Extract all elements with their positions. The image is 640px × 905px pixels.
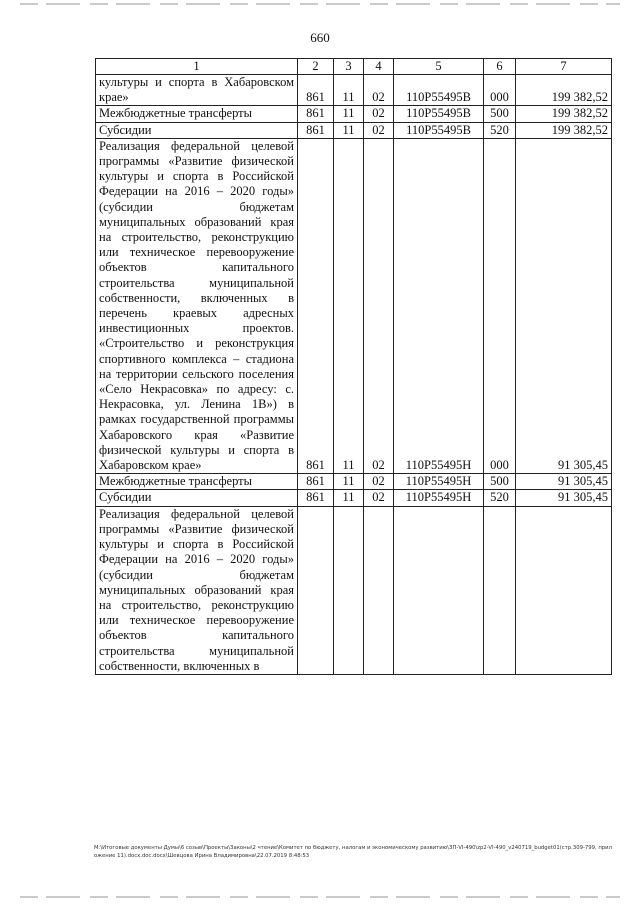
- subsection-code: [364, 506, 394, 674]
- expense-type-code: 520: [484, 122, 516, 138]
- column-header: 7: [516, 59, 612, 75]
- section-code: 11: [334, 490, 364, 506]
- row-name: Субсидии: [96, 490, 298, 506]
- ministry-code: [298, 506, 334, 674]
- amount: [516, 506, 612, 674]
- column-header: 3: [334, 59, 364, 75]
- section-code: 11: [334, 106, 364, 122]
- ministry-code: 861: [298, 490, 334, 506]
- row-name: Межбюджетные трансферты: [96, 106, 298, 122]
- ministry-code: 861: [298, 138, 334, 473]
- row-name: Реализация федеральной целевой программы «Развитие физической культуры и спорта в Российской Федерации на 2016 – 2020 годы» (субсидии бюджетам муниципальных образований края на строительство, реконструкцию или техническое перевооружение объектов капитального строительства муниципальной собственности, включенных в: [96, 506, 298, 674]
- amount: 199 382,52: [516, 75, 612, 106]
- subsection-code: 02: [364, 106, 394, 122]
- page-number: 660: [310, 30, 330, 45]
- budget-table: [95, 58, 612, 675]
- target-article-code: [394, 506, 484, 674]
- section-code: 11: [334, 75, 364, 106]
- ministry-code: 861: [298, 122, 334, 138]
- table-row: [96, 506, 612, 674]
- section-code: 11: [334, 474, 364, 490]
- target-article-code: 110P55495H: [394, 490, 484, 506]
- amount: 199 382,52: [516, 122, 612, 138]
- row-name: Реализация федеральной целевой программы «Развитие физической культуры и спорта в Российской Федерации на 2016 – 2020 годы» (субсидии бюджетам муниципальных образований края на строительство, реконструкцию или техническое перевооружение объектов капитального строительства муниципальной собственности, включенных в перечень краевых адресных инвестиционных проектов. «Строительство и реконструкция спортивного комплекса – стадиона на территории сельского поселения «Село Некрасовка» по адресу: с. Некрасовка, ул. Ленина 1В») в рамках государственной программы Хабаровского края «Развитие физической культуры и спорта в Хабаровском крае»: [96, 138, 298, 473]
- scan-artifact-top: [20, 3, 620, 5]
- expense-type-code: 500: [484, 106, 516, 122]
- row-name: культуры и спорта в Хабаровском крае»: [96, 75, 298, 106]
- column-header: 6: [484, 59, 516, 75]
- amount: 91 305,45: [516, 138, 612, 473]
- target-article-code: 110P55495B: [394, 106, 484, 122]
- expense-type-code: 000: [484, 75, 516, 106]
- expense-type-code: 520: [484, 490, 516, 506]
- table-row: [96, 138, 612, 473]
- subsection-code: 02: [364, 75, 394, 106]
- row-name: Субсидии: [96, 122, 298, 138]
- section-code: [334, 506, 364, 674]
- subsection-code: 02: [364, 490, 394, 506]
- section-code: 11: [334, 138, 364, 473]
- amount: 91 305,45: [516, 474, 612, 490]
- target-article-code: 110P55495H: [394, 138, 484, 473]
- expense-type-code: [484, 506, 516, 674]
- table-header-row: [96, 59, 612, 75]
- expense-type-code: 500: [484, 474, 516, 490]
- ministry-code: 861: [298, 106, 334, 122]
- target-article-code: 110P55495B: [394, 75, 484, 106]
- table-row: [96, 490, 612, 506]
- subsection-code: 02: [364, 122, 394, 138]
- subsection-code: 02: [364, 474, 394, 490]
- table-row: [96, 122, 612, 138]
- row-name: Межбюджетные трансферты: [96, 474, 298, 490]
- amount: 91 305,45: [516, 490, 612, 506]
- section-code: 11: [334, 122, 364, 138]
- column-header: 2: [298, 59, 334, 75]
- scan-artifact-bottom: [20, 896, 620, 898]
- subsection-code: 02: [364, 138, 394, 473]
- table-row: [96, 474, 612, 490]
- column-header: 1: [96, 59, 298, 75]
- document-path-footer: M:\Итоговые документы Думы\6 созыв\Проекты\Законы\2 чтение\Комитет по бюджету, налогам и экономическому развитию\ЗП-VI-490\zp2-VI-490_v240719_budget01(стр.309-799, приложение 11).docx.doc.docx\Шевцова Ирина Владимировна\22.07.2019 8:48:53: [94, 845, 612, 859]
- target-article-code: 110P55495H: [394, 474, 484, 490]
- ministry-code: 861: [298, 75, 334, 106]
- column-header: 4: [364, 59, 394, 75]
- expense-type-code: 000: [484, 138, 516, 473]
- target-article-code: 110P55495B: [394, 122, 484, 138]
- column-header: 5: [394, 59, 484, 75]
- ministry-code: 861: [298, 474, 334, 490]
- table-row: [96, 75, 612, 106]
- table-row: [96, 106, 612, 122]
- amount: 199 382,52: [516, 106, 612, 122]
